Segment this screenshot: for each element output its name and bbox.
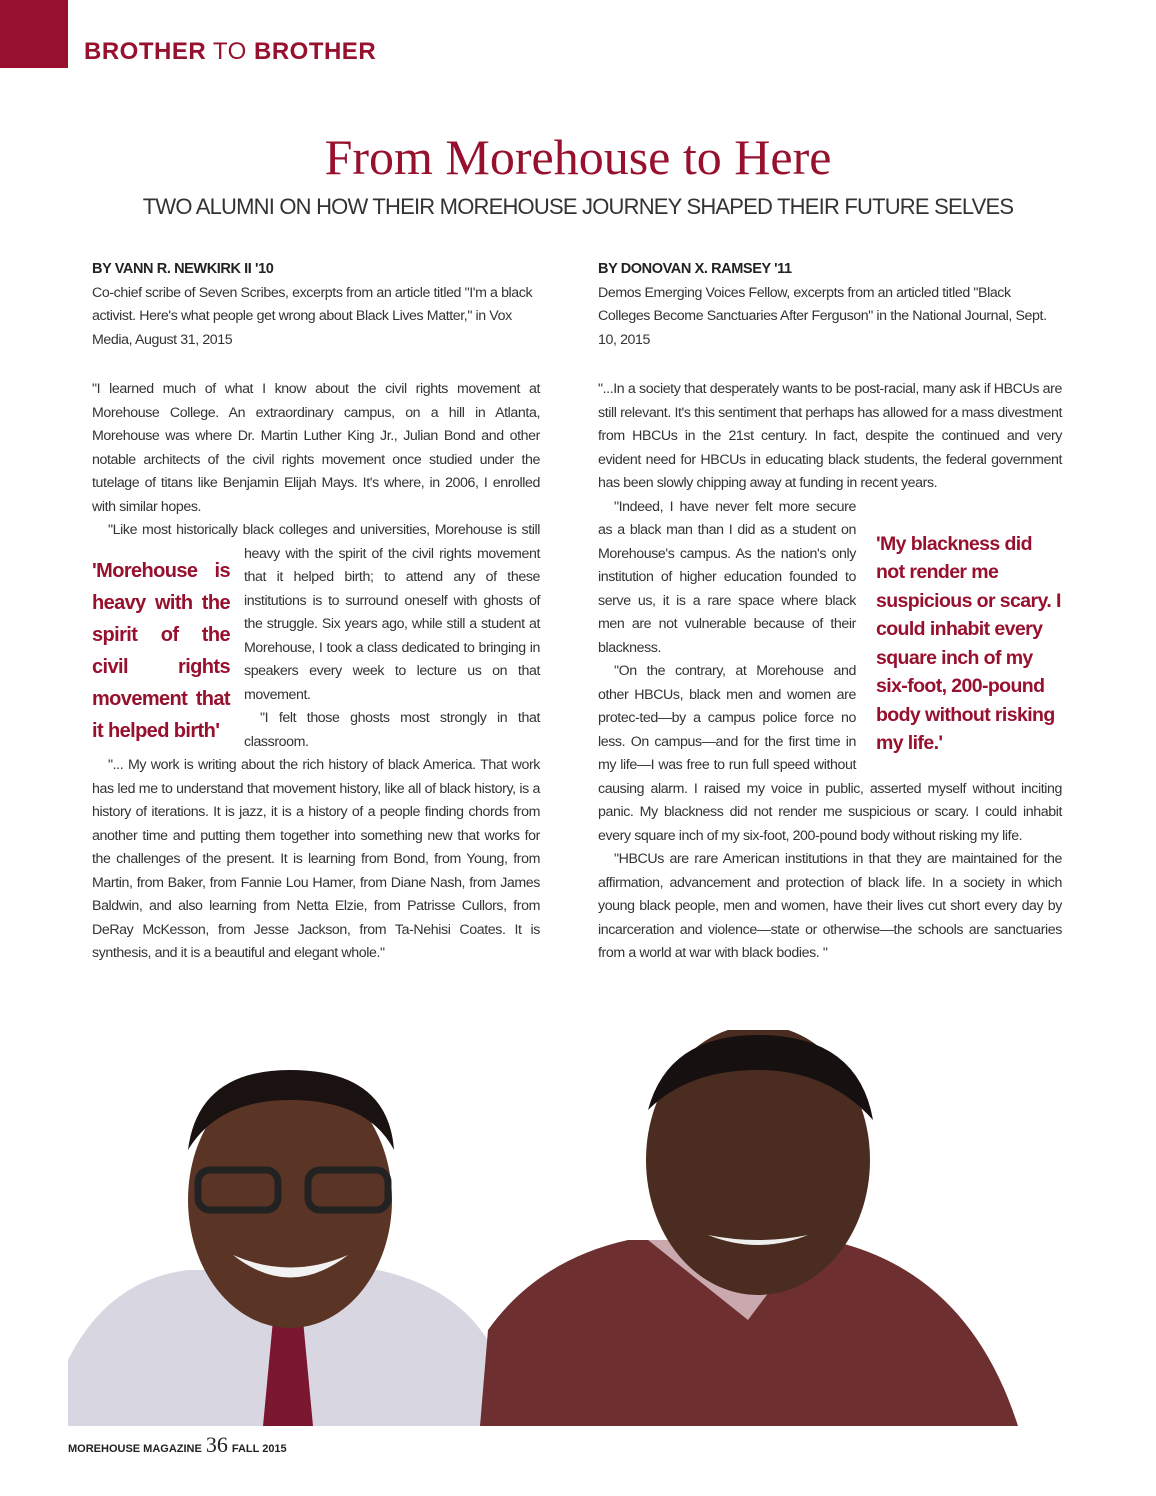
photo-ramsey bbox=[480, 1030, 1018, 1426]
paragraph: "I felt those ghosts most strongly in that classroom. bbox=[244, 710, 540, 750]
issue-label: FALL 2015 bbox=[231, 1443, 287, 1455]
pull-quote: 'Morehouse is heavy with the spirit of the civil rights movement that it helped birth' bbox=[92, 559, 230, 742]
paragraph-text: "Like most historically black colleges and universities, Morehouse is still heavy bbox=[108, 522, 540, 562]
page-footer bbox=[68, 1432, 287, 1458]
article-subtitle: TWO ALUMNI ON HOW THEIR MOREHOUSE JOURNEY SHAPED THEIR FUTURE SELVES bbox=[142, 194, 1014, 219]
article-intro: Co-chief scribe of Seven Scribes, excerpts from an article titled "I'm a black activist. Here's what people get wrong about Black Lives Matter," in Vox Media, August 31, 2015 bbox=[92, 284, 533, 348]
paragraph: "...In a society that desperately wants to be post-racial, many ask if HBCUs are still relevant. It's this sentiment that perhaps has allowed for a mass divestment from HBCUs in the 21st century. In fact, despite the continued and very evident need for HBCUs in educating black students, the federal government has been slowly chipping away at funding in recent years. bbox=[598, 381, 1062, 491]
article-intro: Demos Emerging Voices Fellow, excerpts from an articled titled "Black Colleges Become Sanctuaries After Ferguson" in the National Journal, Sept. 10, 2015 bbox=[598, 284, 1047, 348]
article-title: From Morehouse to Here bbox=[324, 129, 832, 185]
byline: BY VANN R. NEWKIRK II '10 bbox=[92, 261, 274, 277]
photo-newkirk bbox=[68, 1070, 498, 1426]
paragraph: "HBCUs are rare American institutions in that they are maintained for the affirmation, advancement and protection of black life. In a society in which young black people, men and women, have their lives cut short every day by incarceration and violence—state or otherwise—the schools are sanctuaries from a world at war with black bodies. " bbox=[598, 851, 1062, 961]
alumni-photos bbox=[68, 1030, 1028, 1426]
pull-quote: 'My blackness did not render me suspicious or scary. I could inhabit every square inch of my six-foot, 200-pound body without risking my life.' bbox=[876, 532, 1061, 754]
section-word-1: BROTHER bbox=[84, 38, 207, 65]
byline: BY DONOVAN X. RAMSEY '11 bbox=[598, 261, 792, 277]
section-word-3: BROTHER bbox=[253, 38, 377, 65]
paragraph: "Indeed, I have never felt more secure as a black man than I did as a student on Morehouse's campus. As the nation's only institution of higher education founded to serve us, it is a rare space where black men are not vulnerable because of their blackness. bbox=[598, 498, 856, 656]
paragraph: "I learned much of what I know about the civil rights movement at Morehouse College. An extraordinary campus, on a hill in Atlanta, Morehouse was where Dr. Martin Luther King Jr., Julian Bond and other notable architects of the civil rights movement once studied under the tutelage of titans like Benjamin Elijah Mays. It's where, in 2006, I enrolled with similar hopes. bbox=[92, 381, 540, 515]
paragraph: "On the contrary, at Morehouse and other HBCUs, black men and women are protec-ted—by a campus police force no less. On campus—and for the first time in my life—I was free to run full speed without causing alarm. I raised my voice in public, asserted myself without inciting panic. My blackness did not render me suspicious or scary. I could inhabit every square inch of my six-foot, 200-pound body without risking my life. bbox=[598, 663, 1062, 844]
page-number: 36 bbox=[205, 1432, 228, 1457]
magazine-name: MOREHOUSE MAGAZINE bbox=[68, 1443, 202, 1455]
section-header bbox=[84, 38, 376, 66]
left-column bbox=[92, 258, 540, 966]
paragraph-text: with the spirit of the civil rights movement that it helped birth; to attend any of these institutions is to surround oneself with ghosts of the struggle. Six years ago, while still a student at Morehouse, I took a class dedicated to bringing in speakers every week to lecture us on that movement. bbox=[244, 545, 540, 703]
section-word-2: TO bbox=[212, 38, 247, 65]
paragraph: "... My work is writing about the rich history of black America. That work has led me to understand that movement history, like all of black history, is a history of iterations. It is jazz, it is a history of a people finding chords from another time and putting them together into something new that works for the challenges of the present. It is learning from Bond, from Young, from Martin, from Baker, from Fannie Lou Hamer, from Diane Nash, from James Baldwin, and also learning from Netta Elzie, from Patrisse Cullors, from DeRay McKesson, from Jesse Jackson, from Ta-Nehisi Coates. It is synthesis, and it is a beautiful and elegant whole." bbox=[92, 757, 540, 961]
right-column bbox=[598, 258, 1062, 966]
section-color-block bbox=[0, 0, 68, 68]
